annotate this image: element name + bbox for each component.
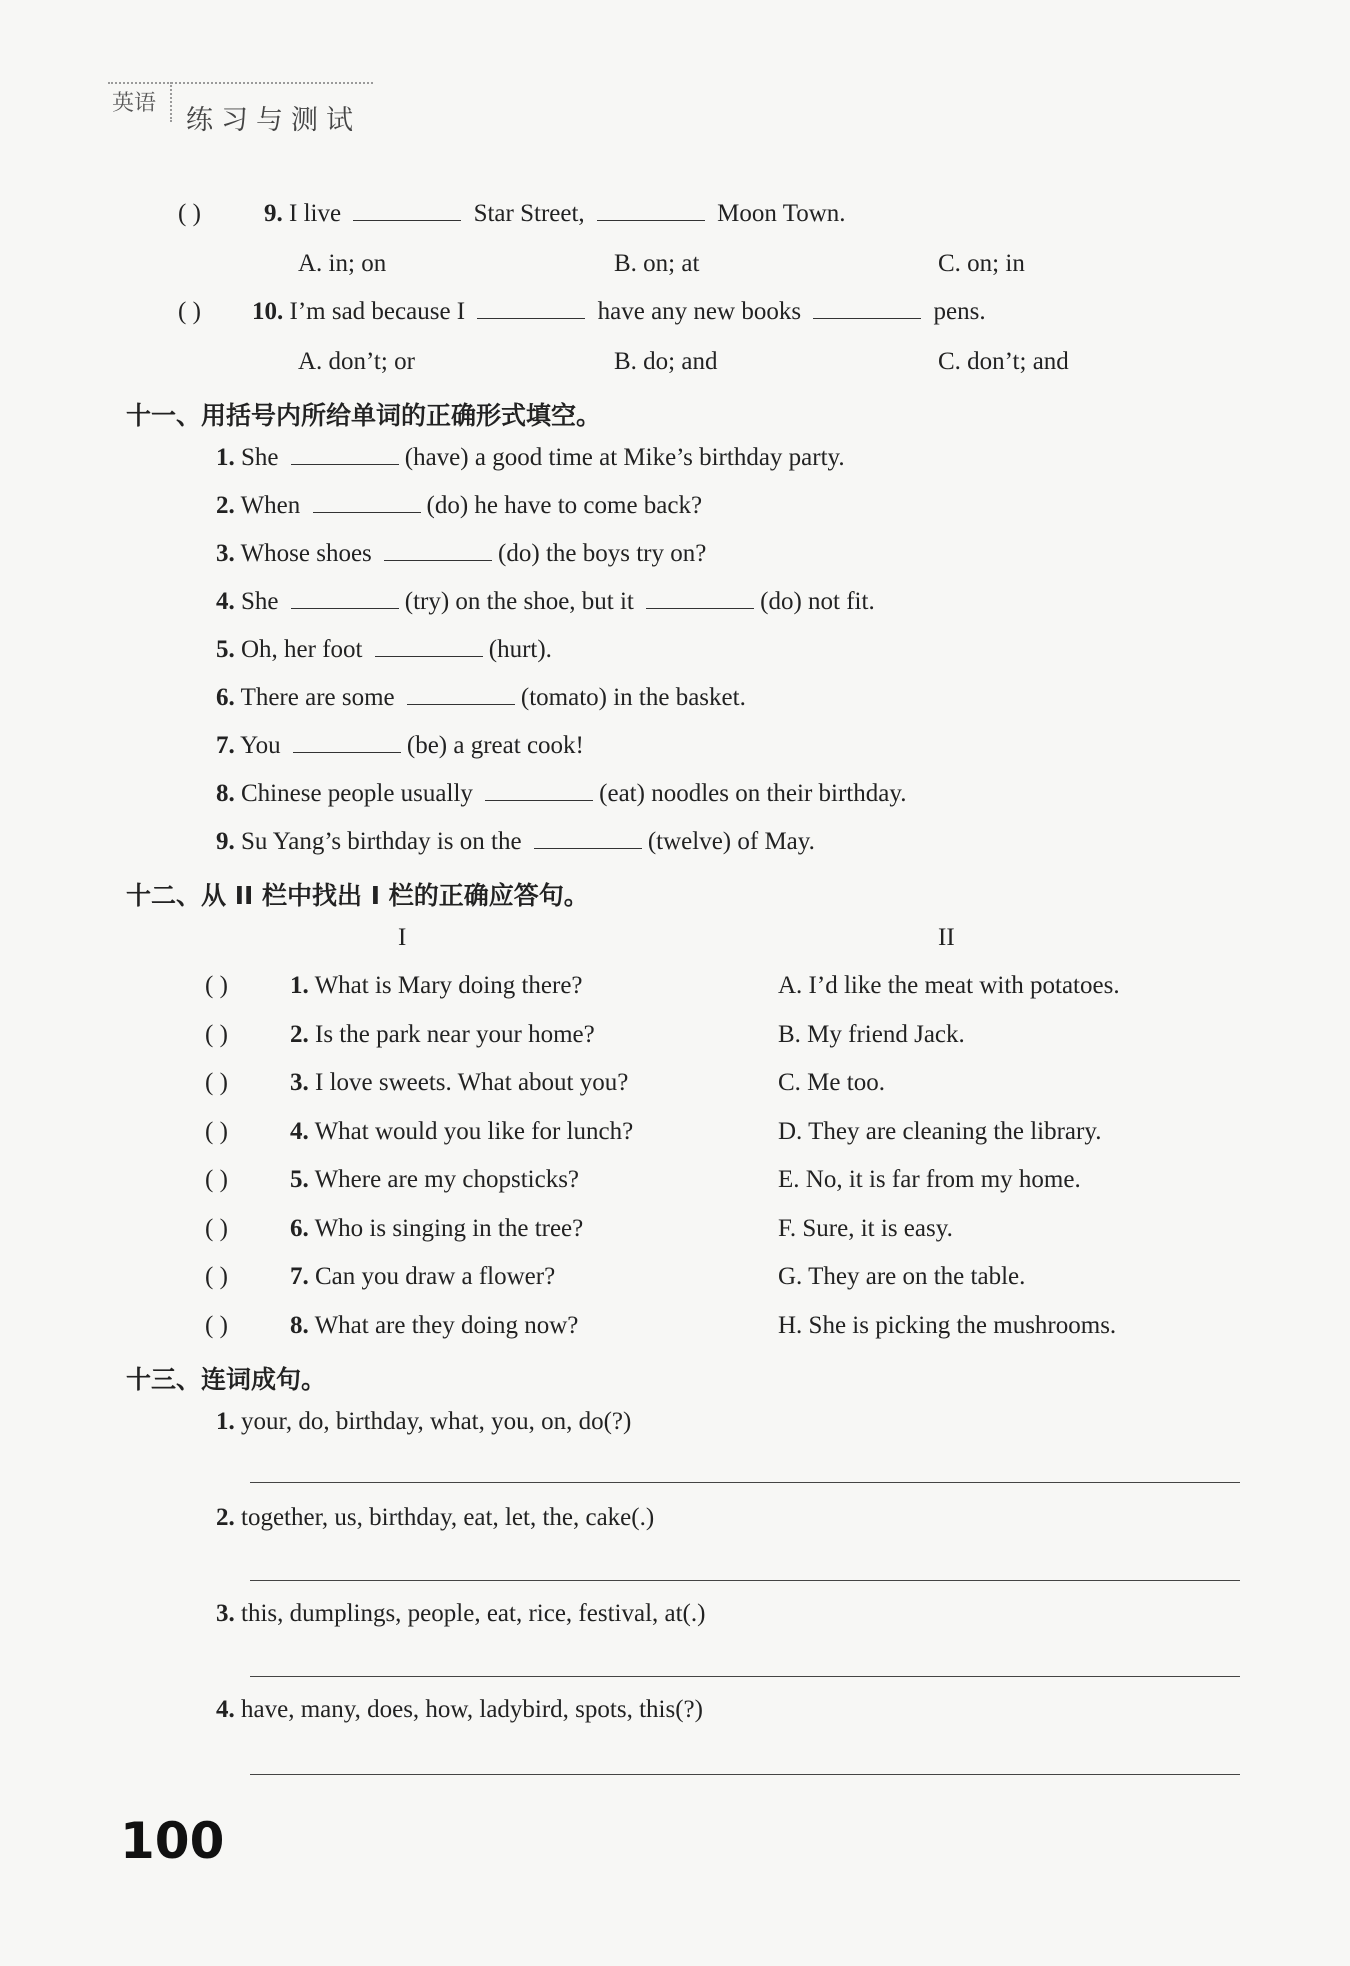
question-text: have any new books [597, 298, 802, 325]
item-number: 3. [290, 1069, 309, 1096]
item-text: this, dumplings, people, eat, rice, festival, at(.) [241, 1600, 706, 1627]
item-number: 1. [290, 972, 309, 999]
fill-item [216, 492, 702, 520]
answer-line[interactable] [250, 1774, 1240, 1775]
item-text: (have) a good time at Mike’s birthday party. [404, 444, 845, 471]
column-i-item [290, 1021, 595, 1049]
question-number: 9. [264, 200, 283, 227]
answer-paren[interactable]: ( ) [205, 1311, 228, 1339]
answer-paren[interactable]: ( ) [205, 1166, 228, 1193]
item-text: What is Mary doing there? [314, 972, 583, 999]
column-ii-heading: II [938, 924, 955, 951]
fill-item [216, 588, 875, 616]
sentence-item [216, 1600, 705, 1628]
fill-item [216, 444, 845, 472]
item-number: 6. [290, 1214, 309, 1242]
fill-blank[interactable] [353, 200, 461, 221]
item-text: I love sweets. What about you? [315, 1069, 629, 1096]
mc-question-9 [264, 200, 846, 228]
item-number: 5. [290, 1166, 309, 1193]
item-text: your, do, birthday, what, you, on, do(?) [241, 1408, 632, 1435]
answer-line[interactable] [250, 1676, 1240, 1677]
fill-item [216, 540, 706, 568]
item-number: 2. [216, 1504, 235, 1531]
column-ii-item: E. No, it is far from my home. [778, 1166, 1081, 1193]
item-number: 1. [216, 1408, 235, 1435]
item-text: (be) a great cook! [406, 732, 584, 759]
column-i-item [290, 1166, 579, 1194]
answer-line[interactable] [250, 1580, 1240, 1581]
item-text: What would you like for lunch? [314, 1117, 634, 1145]
column-ii-item: D. They are cleaning the library. [778, 1117, 1102, 1145]
item-number: 6. [216, 684, 235, 711]
item-text: She [241, 588, 279, 615]
item-number: 7. [290, 1263, 309, 1290]
item-text: (twelve) of May. [647, 828, 815, 855]
item-text: together, us, birthday, eat, let, the, cake(.) [241, 1504, 655, 1531]
sentence-item [216, 1504, 654, 1532]
item-number: 4. [216, 1696, 235, 1723]
item-text: You [240, 732, 281, 759]
fill-blank[interactable] [375, 636, 483, 657]
fill-blank[interactable] [291, 444, 399, 465]
answer-paren[interactable]: ( ) [205, 1214, 228, 1242]
item-number: 2. [290, 1020, 309, 1048]
answer-paren[interactable]: ( ) [205, 972, 228, 999]
question-text: I’m sad because I [289, 298, 466, 325]
answer-paren[interactable]: ( ) [178, 200, 201, 227]
column-ii-item: G. They are on the table. [778, 1263, 1026, 1290]
item-text: Is the park near your home? [315, 1020, 595, 1048]
column-i-item [290, 1263, 555, 1291]
item-number: 8. [216, 780, 235, 807]
sentence-item [216, 1696, 703, 1724]
header-title: 练习与测试 [186, 105, 361, 136]
fill-blank[interactable] [534, 828, 642, 849]
question-number: 10. [252, 298, 284, 325]
item-text: Who is singing in the tree? [314, 1214, 584, 1242]
fill-blank[interactable] [813, 298, 921, 319]
section-11-title: 十一、用括号内所给单词的正确形式填空。 [126, 401, 602, 430]
item-text: have, many, does, how, ladybird, spots, this(?) [241, 1696, 703, 1723]
option-b: B. on; at [614, 250, 700, 277]
fill-item [216, 780, 906, 808]
question-text: I live [289, 200, 342, 227]
item-text: (do) he have to come back? [426, 492, 703, 519]
column-ii-item: C. Me too. [778, 1069, 885, 1096]
fill-blank[interactable] [384, 540, 492, 561]
item-text: There are some [240, 684, 395, 711]
item-number: 3. [216, 1600, 235, 1627]
fill-blank[interactable] [597, 200, 705, 221]
answer-paren[interactable]: ( ) [205, 1020, 228, 1048]
fill-blank[interactable] [407, 684, 515, 705]
item-text: Where are my chopsticks? [314, 1166, 580, 1193]
fill-item [216, 636, 552, 664]
section-12-title: 十二、从 II 栏中找出 I 栏的正确应答句。 [126, 881, 589, 910]
option-a: A. don’t; or [298, 348, 415, 375]
column-i-item [290, 1069, 628, 1097]
mc-question-10 [252, 298, 986, 326]
fill-blank[interactable] [293, 732, 401, 753]
item-text: Chinese people usually [241, 780, 473, 807]
item-number: 9. [216, 828, 235, 855]
item-text: When [240, 492, 301, 519]
option-a: A. in; on [298, 250, 387, 277]
item-number: 7. [216, 732, 235, 759]
item-number: 1. [216, 444, 235, 471]
question-text: Moon Town. [717, 200, 846, 227]
fill-blank[interactable] [313, 492, 421, 513]
item-text: (hurt). [488, 636, 552, 663]
item-text: What are they doing now? [314, 1311, 579, 1339]
fill-item [216, 828, 815, 856]
option-b: B. do; and [614, 348, 718, 375]
item-text: Whose shoes [240, 540, 372, 567]
item-text: Su Yang’s birthday is on the [241, 828, 522, 855]
fill-blank[interactable] [291, 588, 399, 609]
answer-line[interactable] [250, 1482, 1240, 1483]
fill-blank[interactable] [646, 588, 754, 609]
item-number: 3. [216, 540, 235, 567]
question-text: Star Street, [473, 200, 585, 227]
fill-blank[interactable] [477, 298, 585, 319]
column-i-heading: I [398, 924, 407, 951]
item-text: (try) on the shoe, but it [404, 588, 634, 615]
fill-item [216, 684, 746, 712]
item-text: She [241, 444, 279, 471]
item-text: Oh, her foot [241, 636, 363, 663]
answer-paren[interactable]: ( ) [205, 1263, 228, 1290]
column-ii-item: A. I’d like the meat with potatoes. [778, 972, 1120, 999]
option-c: C. don’t; and [938, 348, 1069, 375]
column-ii-item: B. My friend Jack. [778, 1020, 965, 1048]
sentence-item [216, 1408, 631, 1436]
answer-paren[interactable]: ( ) [178, 298, 201, 325]
fill-item [216, 732, 584, 760]
item-number: 2. [216, 492, 235, 519]
item-text: (do) not fit. [760, 588, 875, 615]
item-text: (do) the boys try on? [498, 540, 707, 567]
item-text: Can you draw a flower? [315, 1263, 556, 1290]
fill-blank[interactable] [485, 780, 593, 801]
column-i-item [290, 1312, 578, 1340]
question-text: pens. [933, 298, 986, 325]
item-number: 4. [216, 588, 235, 615]
column-ii-item: F. Sure, it is easy. [778, 1214, 953, 1242]
item-number: 5. [216, 636, 235, 663]
section-13-title: 十三、连词成句。 [126, 1365, 327, 1394]
option-c: C. on; in [938, 250, 1025, 277]
page-number: 100 [120, 1812, 225, 1870]
header-subject: 英语 [112, 91, 157, 116]
answer-paren[interactable]: ( ) [205, 1069, 228, 1096]
column-i-item [290, 1215, 583, 1243]
item-number: 8. [290, 1311, 309, 1339]
item-text: (eat) noodles on their birthday. [599, 780, 907, 807]
item-text: (tomato) in the basket. [520, 684, 746, 711]
answer-paren[interactable]: ( ) [205, 1117, 228, 1145]
column-i-item [290, 1118, 633, 1146]
column-ii-item: H. She is picking the mushrooms. [778, 1311, 1117, 1339]
column-i-item [290, 972, 583, 1000]
item-number: 4. [290, 1117, 309, 1145]
